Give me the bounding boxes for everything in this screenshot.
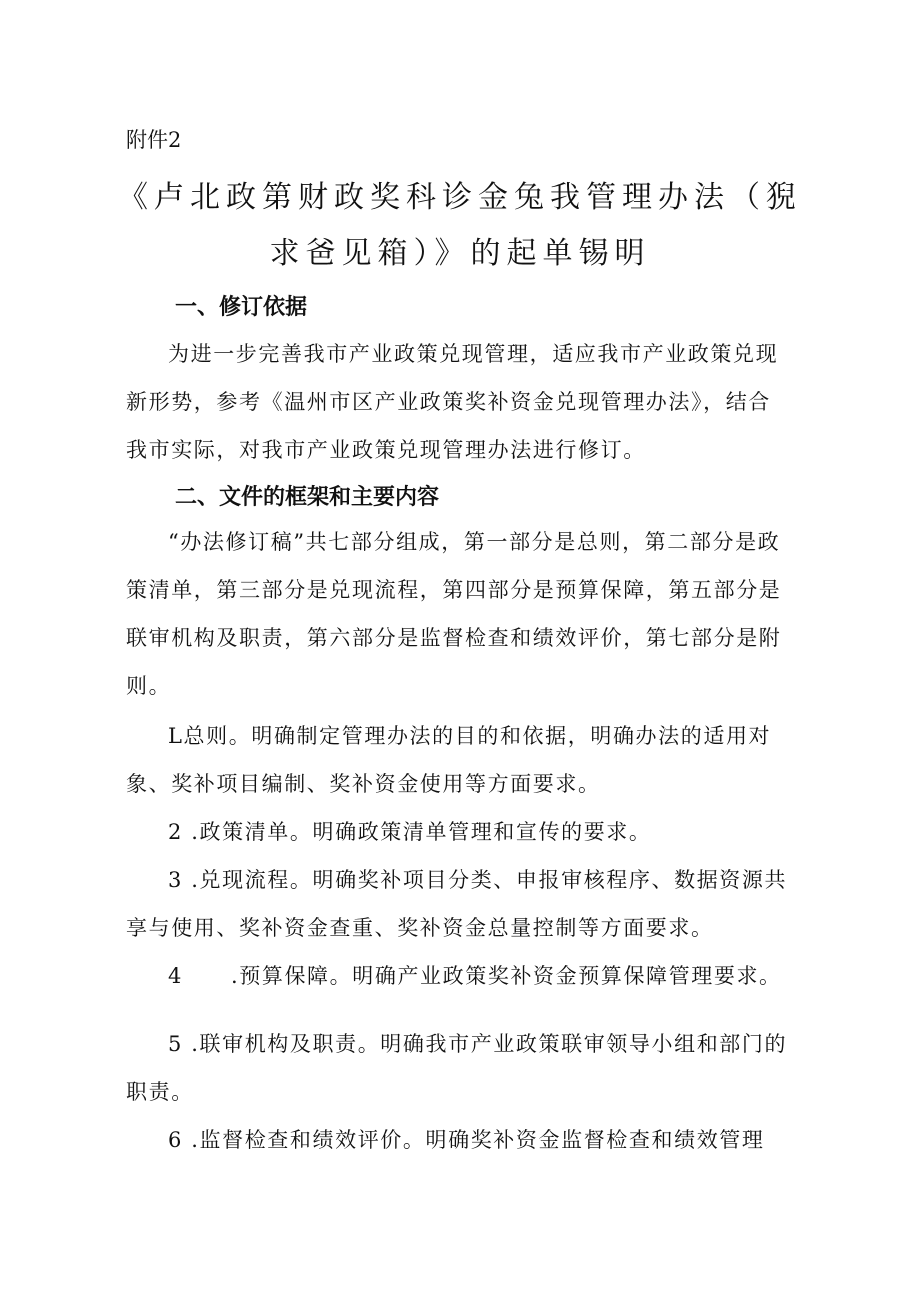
attachment-label: 附件2: [126, 128, 182, 152]
item-budget-number: 4: [168, 964, 183, 988]
item-review-agency: 5 .联审机构及职责。明确我市产业政策联审领导小组和部门的职责。: [126, 1032, 788, 1104]
section-body-basis: 为进一步完善我市产业政策兑现管理，适应我市产业政策兑现新形势，参考《温州市区产业政策奖补资金兑现管理办法》，结合我市实际，对我市产业政策兑现管理办法进行修订。: [126, 342, 779, 462]
section-body-framework: “办法修订稿”共七部分组成，第一部分是总则，第二部分是政策清单，第三部分是兑现流程，第四部分是预算保障，第五部分是联审机构及职责，第六部分是监督检查和绩效评价，第七部分是附则。: [126, 530, 782, 698]
item-general-rules: L总则。明确制定管理办法的目的和依据，明确办法的适用对象、奖补项目编制、奖补资金使用等方面要求。: [126, 724, 772, 796]
document-title-line-2: 求爸见箱）》的起单锡明: [269, 236, 651, 271]
section-heading-basis: 一、修订依据: [175, 295, 308, 320]
item-supervision: 6 .监督检查和绩效评价。明确奖补资金监督检查和绩效管理: [168, 1128, 765, 1152]
item-budget-text: .预算保障。明确产业政策奖补资金预算保障管理要求。: [230, 964, 782, 988]
item-redemption-process: 3 .兑现流程。明确奖补项目分类、申报审核程序、数据资源共享与使用、奖补资金查重、奖补资金总量控制等方面要求。: [126, 868, 788, 940]
section-heading-framework: 二、文件的框架和主要内容: [175, 485, 440, 510]
document-title-line-1: 《卢北政第财政奖科诊金兔我管理办法（猊: [118, 180, 802, 215]
item-budget-guarantee: [126, 952, 791, 1000]
item-policy-list: 2 .政策清单。明确政策清单管理和宣传的要求。: [168, 820, 652, 844]
